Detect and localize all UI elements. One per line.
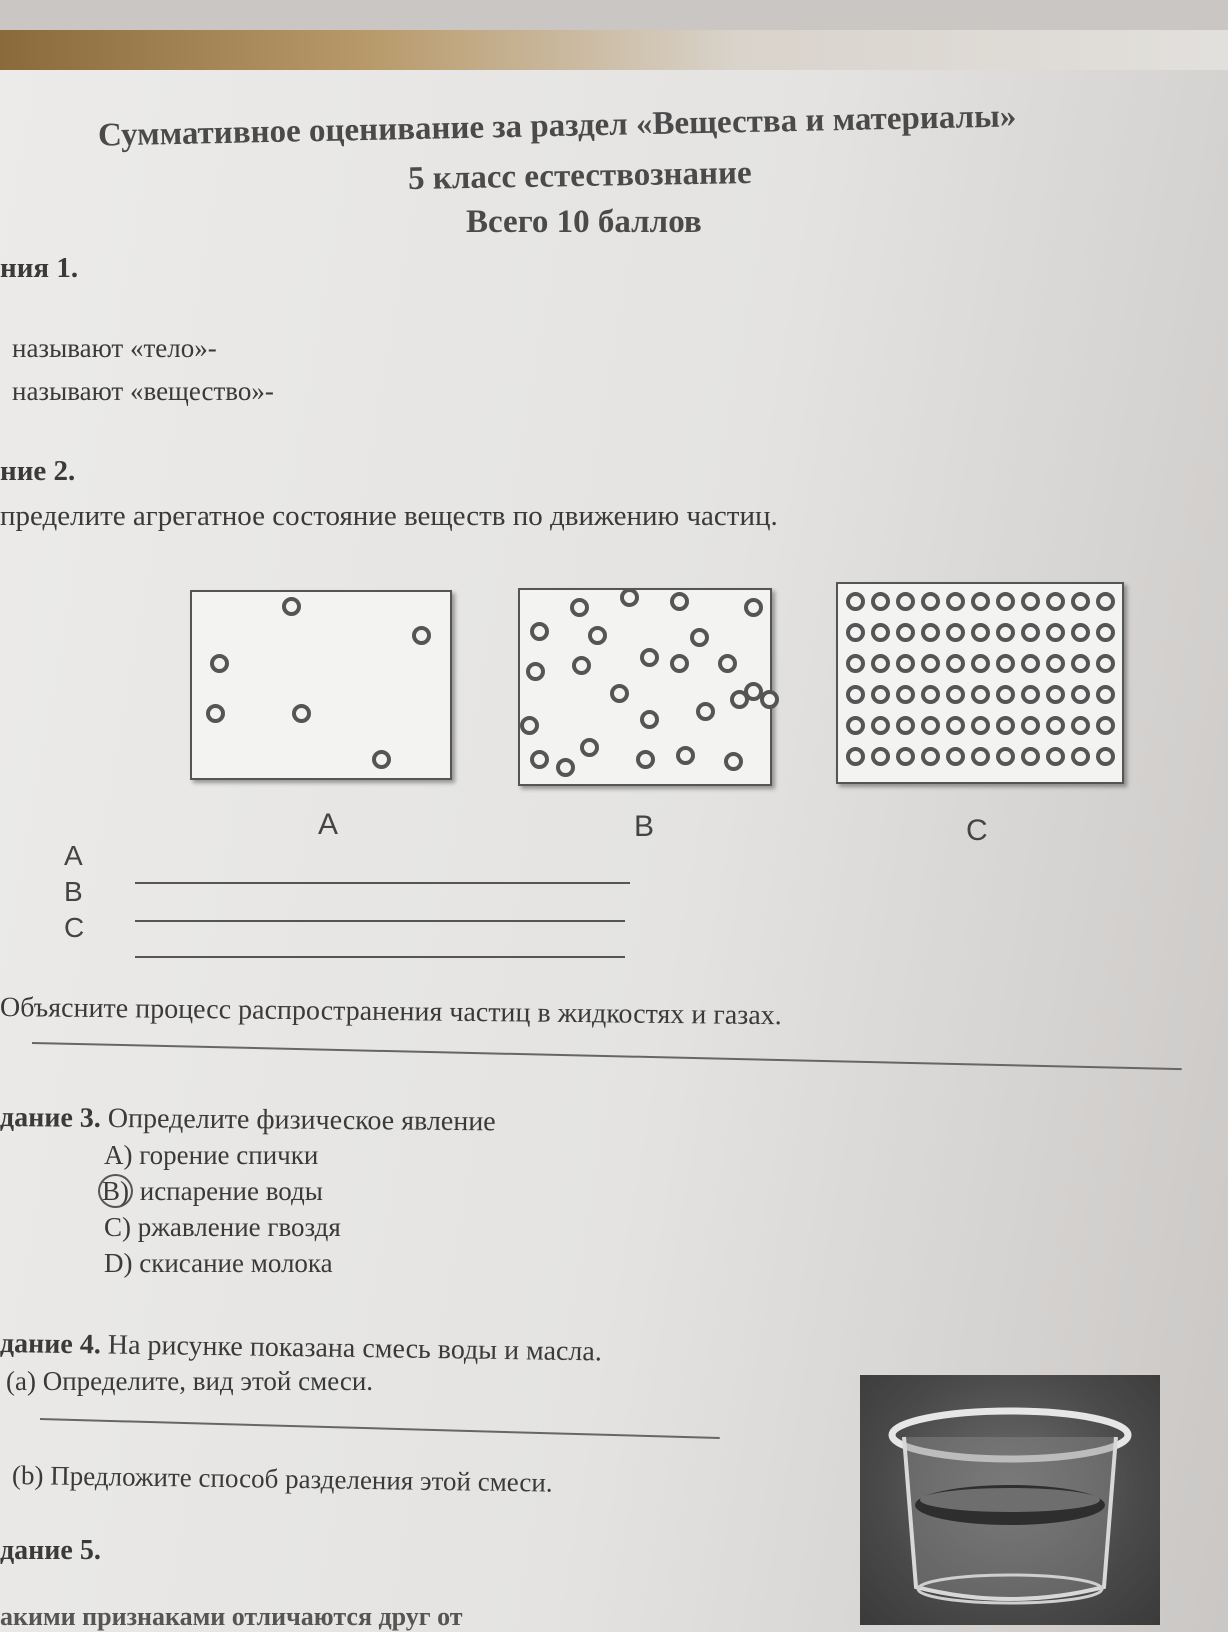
task3-header [0, 1102, 496, 1138]
particle [690, 628, 709, 647]
particle [1046, 654, 1065, 673]
particle [1021, 685, 1040, 704]
particle [946, 685, 965, 704]
task5-question-line: акими признаками отличаются друг от [0, 1602, 463, 1631]
particle [921, 716, 940, 735]
panel-label-a: A [318, 808, 339, 841]
particle [1071, 685, 1090, 704]
particle [871, 623, 890, 642]
panel-label-b: B [634, 810, 655, 843]
particle [744, 598, 763, 617]
particle [610, 684, 629, 703]
particle [846, 685, 865, 704]
option-key-circled: B) [98, 1174, 133, 1208]
particle [946, 623, 965, 642]
option-key: D) [104, 1248, 133, 1278]
option-text: скисание молока [139, 1248, 333, 1278]
task3-heading: дание 3. [0, 1102, 101, 1134]
particle [724, 752, 743, 771]
particle [921, 747, 940, 766]
particle [1046, 747, 1065, 766]
particle [1021, 747, 1040, 766]
particle [1071, 654, 1090, 673]
particle [871, 685, 890, 704]
particle [572, 656, 591, 675]
particle [1096, 685, 1115, 704]
particle [921, 623, 940, 642]
particle [1046, 623, 1065, 642]
task3-option-b[interactable] [98, 1176, 323, 1207]
task4-heading: дание 4. [0, 1328, 102, 1361]
task4-header [0, 1328, 602, 1368]
particle [640, 648, 659, 667]
particle [946, 716, 965, 735]
particle [946, 654, 965, 673]
particle [896, 747, 915, 766]
particle [896, 592, 915, 611]
particle [996, 623, 1015, 642]
task3-prompt: Определите физическое явление [107, 1102, 496, 1138]
particle [1021, 592, 1040, 611]
beaker-illustration [860, 1375, 1160, 1625]
task4-answer-line-a[interactable] [40, 1418, 720, 1439]
particle [520, 716, 539, 735]
particle [921, 592, 940, 611]
particle [1096, 654, 1115, 673]
task2-heading: ние 2. [0, 455, 76, 487]
particle [570, 598, 589, 617]
option-text: испарение воды [139, 1176, 323, 1206]
answer-label-a: A [64, 840, 83, 871]
particle [846, 623, 865, 642]
particle [996, 654, 1015, 673]
particle [620, 588, 639, 607]
particle [640, 710, 659, 729]
header-grade: 5 класс естествознание [407, 155, 752, 197]
particle [580, 738, 599, 757]
task4-part-b: (b) Предложите способ разделения этой смеси. [11, 1460, 553, 1498]
particle [921, 654, 940, 673]
task4-prompt: На рисунке показана смесь воды и масла. [107, 1329, 603, 1368]
particle [636, 750, 655, 769]
particle [921, 685, 940, 704]
explain-answer-line[interactable] [32, 1042, 1182, 1070]
particle [760, 690, 779, 709]
answer-label-b: B [64, 876, 83, 907]
particle [971, 716, 990, 735]
answer-line-a[interactable] [135, 882, 630, 884]
task2-explain-prompt: Объясните процесс распространения частиц в жидкостях и газах. [0, 992, 782, 1032]
particle [1071, 592, 1090, 611]
particle [971, 685, 990, 704]
particle [846, 592, 865, 611]
particle [1096, 592, 1115, 611]
task5-heading: дание 5. [0, 1535, 101, 1566]
particle [996, 685, 1015, 704]
particle [971, 592, 990, 611]
task3-option-d[interactable] [104, 1248, 333, 1279]
option-text: горение спички [139, 1140, 319, 1170]
option-key: A) [104, 1140, 133, 1170]
particle [871, 747, 890, 766]
particle [1096, 716, 1115, 735]
particle [676, 746, 695, 765]
particle-panel-b [518, 588, 772, 786]
particle [412, 626, 431, 645]
particle [871, 592, 890, 611]
particle [1046, 716, 1065, 735]
particle [896, 623, 915, 642]
particle [846, 747, 865, 766]
particle [556, 758, 575, 777]
particle [996, 716, 1015, 735]
particle-panel-a [190, 590, 452, 780]
particle [530, 622, 549, 641]
particle [530, 750, 549, 769]
top-edge-band [0, 30, 1228, 70]
panel-label-c: C [966, 814, 988, 847]
header-title: Суммативное оценивание за раздел «Вещества и материалы» [97, 98, 1017, 154]
particle [372, 750, 391, 769]
task3-option-c[interactable] [104, 1212, 341, 1243]
particle [871, 716, 890, 735]
particle [1071, 623, 1090, 642]
particle-panel-c [836, 582, 1124, 784]
particle [1096, 623, 1115, 642]
task4-part-a: (а) Определите, вид этой смеси. [6, 1366, 374, 1396]
particle [896, 716, 915, 735]
particle [696, 702, 715, 721]
answer-line-b[interactable] [135, 920, 625, 922]
answer-line-c[interactable] [135, 956, 625, 958]
task1-heading: ния 1. [0, 252, 79, 284]
particle [1071, 716, 1090, 735]
particle [1046, 592, 1065, 611]
particle [971, 747, 990, 766]
task1-line-body: называют «тело»- [12, 333, 217, 363]
task1-line-substance: называют «вещество»- [12, 376, 274, 406]
particle [670, 654, 689, 673]
particle [1021, 654, 1040, 673]
particle [588, 626, 607, 645]
answer-label-c: C [64, 912, 85, 943]
particle [210, 654, 229, 673]
particle [946, 747, 965, 766]
particle [946, 592, 965, 611]
particle [871, 654, 890, 673]
particle [996, 747, 1015, 766]
particle [1046, 685, 1065, 704]
particle [896, 654, 915, 673]
particle [996, 592, 1015, 611]
particle [1071, 747, 1090, 766]
task2-prompt: пределите агрегатное состояние веществ по движению частиц. [0, 500, 778, 532]
particle [846, 716, 865, 735]
particle [292, 704, 311, 723]
particle [1096, 747, 1115, 766]
particle [1021, 716, 1040, 735]
water-oil-beaker-photo [860, 1375, 1160, 1625]
particle [846, 654, 865, 673]
header-total-points: Всего 10 баллов [466, 204, 702, 240]
particle [971, 623, 990, 642]
task3-option-a[interactable] [104, 1140, 318, 1171]
particle [526, 662, 545, 681]
particle [896, 685, 915, 704]
option-text: ржавление гвоздя [137, 1212, 341, 1242]
option-key: C) [104, 1212, 131, 1242]
particle [282, 597, 301, 616]
particle [670, 592, 689, 611]
particle [1021, 623, 1040, 642]
particle [206, 704, 225, 723]
worksheet-page [0, 30, 1228, 1632]
particle [718, 654, 737, 673]
particle [971, 654, 990, 673]
